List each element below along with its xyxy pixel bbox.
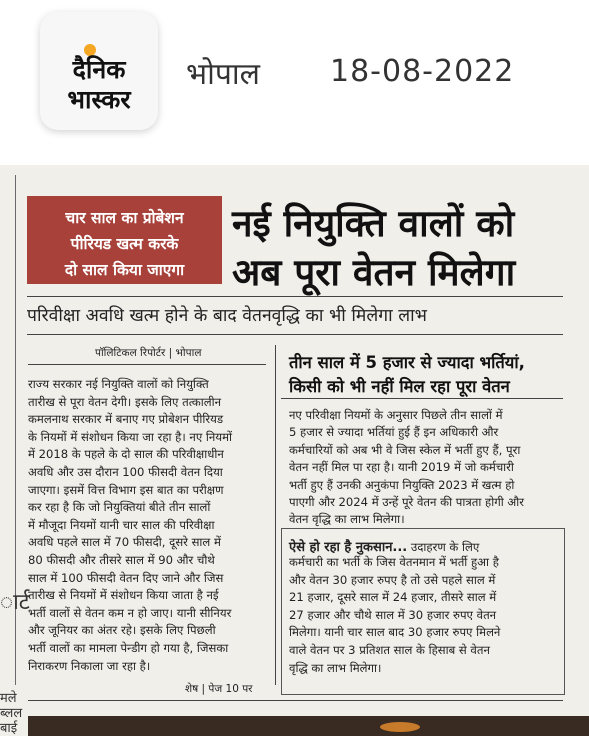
continued-note: शेष | पेज 10 पर xyxy=(185,683,253,695)
rule-bottom xyxy=(28,700,563,701)
edition-date: 18-08-2022 xyxy=(330,54,515,89)
article-body-line: तारीख से नियमों में संशोधन किया जाता है नई xyxy=(28,588,219,603)
next-article-image xyxy=(28,716,589,736)
rule-below-byline xyxy=(28,364,266,365)
article-body-line: अवधि और उस दौरान 100 फीसदी वेतन दिया xyxy=(28,465,223,479)
box-body-line: मिलेगा। यानी चार साल बाद 30 हजार रुपए मिलने xyxy=(289,625,501,640)
header-bar xyxy=(0,0,589,165)
box-body-line: वाले वेतन पर 3 प्रतिशत साल के हिसाब से वेतन xyxy=(289,643,490,657)
rule-below-sidebar-title xyxy=(281,398,563,399)
story-tag-line: चार साल का प्रोबेशन xyxy=(65,209,184,227)
article-body-line: और जूनियर का अंतर रहे। इसके लिए पिछली xyxy=(28,623,216,638)
sidebar-body-line: 5 हजार से ज्यादा भर्तियां हुई हैं इन अधिकारी और xyxy=(289,425,499,440)
newspaper-logo[interactable] xyxy=(40,12,158,130)
sidebar-title-line: तीन साल में 5 हजार से ज्यादा भर्तियां, xyxy=(289,353,525,372)
article-body-line: अवधि पहले साल में 70 फीसदी, दूसरे साल में xyxy=(28,535,221,550)
edge-fragment: बाई xyxy=(0,721,18,736)
article-body-line: कमलनाथ सरकार में बनाए गए प्रोबेशन पीरियड xyxy=(28,412,224,427)
article-body-line: निराकरण निकाला जा रहा है। xyxy=(28,658,151,673)
article-body-line: में 2018 के पहले के दो साल की परिवीक्षाधीन xyxy=(28,447,224,462)
sidebar-body-line: वेतन वृद्धि का लाभ मिलेगा। xyxy=(289,512,405,527)
box-first-rest: उदाहरण के लिए xyxy=(407,540,480,554)
headline-line: नई नियुक्ति वालों को xyxy=(232,202,515,245)
column-divider-center xyxy=(275,345,276,685)
article-body-line: भर्ती वालों से वेतन कम न हो जाए। यानी सीनियर xyxy=(28,605,232,620)
box-first-line xyxy=(289,537,479,555)
next-article-image-highlight xyxy=(380,722,420,732)
story-tag-line: पीरियड खत्म करके xyxy=(70,235,179,253)
edge-fragment: ब्लल xyxy=(0,706,23,721)
box-body-line: 27 हजार और चौथे साल में 30 हजार रुपए वेतन xyxy=(289,607,497,622)
box-body-line: कर्मचारी का भर्ती के जिस वेतनमान में भर्ती हुआ है xyxy=(289,555,499,569)
edge-fragment: ार्ट xyxy=(0,590,30,615)
article-body-line: के नियमों में संशोधन किया जा रहा है। नए नियमों xyxy=(28,429,233,444)
story-tag-line: दो साल किया जाएगा xyxy=(64,261,185,279)
box-body-line: और वेतन 30 हजार रुपए है तो उसे पहले साल में xyxy=(289,572,496,587)
box-body-line: 21 हजार, दूसरे साल में 24 हजार, तीसरे साल में xyxy=(289,590,497,605)
sidebar-body-line: नए परिवीक्षा नियमों के अनुसार पिछले तीन सालों में xyxy=(289,408,503,422)
article-body-line: में मौजूदा नियमों यानी चार साल की परिवीक्षा xyxy=(28,517,215,532)
box-lead: ऐसे हो रहा है नुकसान... xyxy=(289,540,408,555)
article-body-line: तारीख से पूरा वेतन देगी। इसके लिए तत्कालीन xyxy=(28,394,222,409)
rule-below-subhead xyxy=(27,334,563,335)
sidebar-body-line: वेतन नहीं मिल पा रहा है। यानी 2019 में जो कर्मचारी xyxy=(289,460,514,475)
sidebar-body-line: पाएगी और 2024 में उन्हें पूरे वेतन की पात्रता होगी और xyxy=(289,495,525,509)
article-body-line: राज्य सरकार नई नियुक्ति वालों को नियुक्ति xyxy=(28,377,209,391)
logo-text-line1: दैनिक xyxy=(72,55,126,84)
rule-above-subhead xyxy=(27,296,563,297)
sidebar-title-line: किसी को भी नहीं मिल रहा पूरा वेतन xyxy=(289,377,510,396)
article-body-line: कर रहा है कि जो नियुक्तियां बीते तीन सालों xyxy=(28,500,211,515)
article-body-line: 80 फीसदी और तीसरे साल में 90 और चौथे xyxy=(28,553,215,567)
byline: पॉलिटिकल रिपोर्टर | भोपाल xyxy=(95,347,202,359)
edge-fragment: मले xyxy=(0,691,17,706)
subheadline: परिवीक्षा अवधि खत्म होने के बाद वेतनवृद्धि का भी मिलेगा लाभ xyxy=(27,306,427,326)
article-body-line: जाएगा। इसमें वित्त विभाग इस बात का परीक्षण xyxy=(28,482,224,497)
logo-text-line2: भास्कर xyxy=(67,85,131,114)
headline-line: अब पूरा वेतन मिलेगा xyxy=(232,251,516,294)
box-body-line: वृद्धि का लाभ मिलेगा। xyxy=(289,660,382,675)
article-body-line: भर्ती वालों का मामला पेन्डीग हो गया है, जिसका xyxy=(28,641,229,655)
article-body-line: साल में 100 फीसदी वेतन दिए जाने और जिस xyxy=(28,570,224,585)
edition-city: भोपाल xyxy=(186,57,261,92)
story-tag-box xyxy=(27,196,222,284)
sidebar-body-line: कर्मचारियों को अब भी वे जिस स्केल में भर्ती हुए हैं, पूरा xyxy=(289,442,521,457)
sidebar-body-line: भर्ती हुए हैं उनकी अनुकंपा नियुक्ति 2023 में खत्म हो xyxy=(289,477,515,492)
